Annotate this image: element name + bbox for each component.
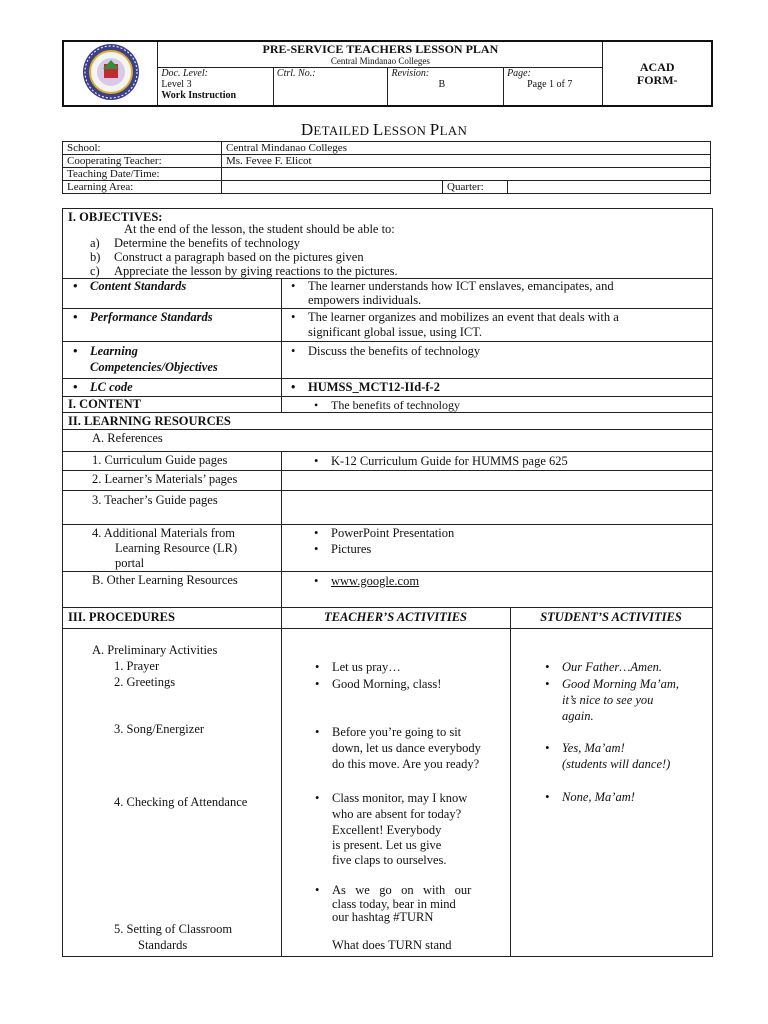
form-code-line2: FORM- (636, 72, 678, 87)
lc-code-value: • HUMSS_MCT12-IId-f-2 (308, 380, 440, 395)
ctrl-label: Ctrl. No.: (276, 68, 316, 79)
quarter-label: Quarter: (443, 181, 508, 194)
curriculum-guide-value: • K-12 Curriculum Guide for HUMMS page 625 (331, 454, 568, 469)
performance-standards-label: • Performance Standards (90, 310, 213, 325)
quarter-value (508, 181, 711, 194)
doc-level-label: Doc. Level: (161, 68, 208, 79)
date-value (222, 168, 711, 181)
teacher-activities-heading: TEACHER’S ACTIVITIES (324, 610, 467, 624)
teacher-song-2: down, let us dance everybody (332, 741, 481, 755)
step-standards: 5. Setting of Classroom (114, 922, 233, 936)
lesson-plan-table (62, 208, 713, 957)
student-pray: • Our Father…Amen. (562, 660, 662, 675)
competencies-label-1: • Learning (90, 344, 138, 359)
objectives-heading: I. OBJECTIVES: (68, 210, 163, 224)
title-cap-l: L (372, 120, 384, 139)
doc-level-value: Level 3 (161, 79, 192, 90)
learners-materials-label: 2. Learner’s Materials’ pages (92, 472, 238, 486)
additional-materials-value-2: • Pictures (331, 542, 371, 557)
competencies-value: • Discuss the benefits of technology (308, 344, 480, 359)
form-code-line1: ACAD (639, 59, 675, 74)
curriculum-guide-row (63, 451, 712, 471)
performance-standards-value-2: significant global issue, using ICT. (308, 325, 483, 339)
step-prayer: 1. Prayer (114, 659, 160, 673)
revision-cell (388, 68, 504, 107)
competencies-row (63, 341, 712, 379)
content-heading: I. CONTENT (68, 397, 141, 411)
teacher-standards-2: class today, bear in mind (332, 897, 456, 911)
step-standards-2: Standards (138, 938, 188, 952)
competencies-label-2: Competencies/Objectives (90, 360, 218, 374)
area-value (222, 181, 443, 194)
additional-materials-label-3: portal (115, 556, 145, 570)
content-standards-value-1: • The learner understands how ICT enslaves, emancipates, and (308, 279, 614, 294)
school-seal-logo (73, 42, 149, 102)
objective-b-letter: b) (90, 250, 101, 264)
teacher-standards-3: our hashtag #TURN (332, 910, 434, 924)
form-code-cell (603, 41, 712, 106)
preliminary-activities: A. Preliminary Activities (92, 643, 218, 657)
header-table (62, 40, 713, 107)
revision-value: B (438, 79, 446, 90)
doc-level-cell (158, 68, 274, 107)
teachers-guide-row (63, 490, 712, 525)
teacher-att-3: Excellent! Everybody (332, 823, 442, 837)
teacher-att-2: who are absent for today? (332, 807, 462, 821)
procedures-heading: III. PROCEDURES (68, 610, 175, 624)
other-resources-link[interactable]: • www.google.com (331, 574, 419, 589)
teacher-att-4: is present. Let us give (332, 838, 442, 852)
title-cell (158, 41, 603, 68)
title-cap-d: D (300, 120, 314, 139)
student-activities-heading: STUDENT’S ACTIVITIES (540, 610, 682, 624)
additional-materials-row (63, 524, 712, 572)
objective-a-letter: a) (90, 236, 100, 250)
lc-code-label: • LC code (90, 380, 133, 395)
form-title: PRE-SERVICE TEACHERS LESSON PLAN (262, 42, 499, 56)
school-label: School: (63, 142, 222, 155)
learning-resources-heading: II. LEARNING RESOURCES (68, 414, 231, 428)
other-resources-row (63, 571, 712, 608)
date-label: Teaching Date/Time: (63, 168, 222, 181)
teacher-att-5: five claps to ourselves. (332, 853, 447, 867)
teacher-standards-4: What does TURN stand (332, 938, 452, 952)
school-info-table (62, 141, 711, 194)
ctrl-cell (273, 68, 388, 107)
student-greet-1: • Good Morning Ma’am, (562, 677, 679, 692)
title-part-esson: ESSON (383, 123, 430, 138)
references-row (63, 429, 712, 452)
coop-value: Ms. Fevee F. Elicot (222, 155, 711, 168)
content-standards-label: • Content Standards (90, 279, 186, 294)
document-title (0, 120, 768, 140)
procedures-col-divider-2 (510, 607, 511, 956)
additional-materials-label-2: Learning Resource (LR) (115, 541, 238, 555)
teacher-greet: • Good Morning, class! (332, 677, 441, 692)
content-standards-value-2: empowers individuals. (308, 293, 422, 307)
additional-materials-value-1: • PowerPoint Presentation (331, 526, 454, 541)
revision-label: Revision: (391, 68, 430, 79)
performance-standards-row (63, 308, 712, 342)
form-school: Central Mindanao Colleges (330, 56, 430, 66)
content-value: • The benefits of technology (331, 398, 460, 413)
student-song-2: (students will dance!) (562, 757, 671, 771)
teacher-standards-1: • As we go on with our (332, 883, 471, 898)
student-greet-2: it’s nice to see you (562, 693, 654, 707)
title-cap-p: P (429, 120, 440, 139)
teacher-att-1: • Class monitor, may I know (332, 791, 467, 806)
school-value: Central Mindanao Colleges (222, 142, 711, 155)
logo-cell (63, 41, 158, 106)
title-part-etailed: ETAILED (313, 123, 373, 138)
page-label: Page: (507, 68, 531, 79)
references-label: A. References (92, 431, 163, 445)
teacher-song-3: do this move. Are you ready? (332, 757, 480, 771)
step-song: 3. Song/Energizer (114, 722, 205, 736)
step-greetings: 2. Greetings (114, 675, 176, 689)
content-standards-row (63, 278, 712, 309)
teachers-guide-label: 3. Teacher’s Guide pages (92, 493, 218, 507)
objectives-intro: At the end of the lesson, the student should be able to: (124, 222, 395, 236)
page-value: Page 1 of 7 (527, 79, 573, 90)
learners-materials-row (63, 470, 712, 491)
coop-label: Cooperating Teacher: (63, 155, 222, 168)
objective-b: Construct a paragraph based on the pictures given (114, 250, 364, 264)
step-attendance: 4. Checking of Attendance (114, 795, 248, 809)
teacher-pray: • Let us pray… (332, 660, 401, 675)
title-part-lan: LAN (439, 123, 468, 138)
student-song-1: • Yes, Ma’am! (562, 741, 625, 756)
procedures-header-row (63, 607, 712, 629)
teacher-song-1: • Before you’re going to sit (332, 725, 461, 740)
content-row (63, 396, 712, 413)
area-label: Learning Area: (63, 181, 222, 194)
learning-resources-row (63, 412, 712, 430)
lc-code-row (63, 378, 712, 397)
objective-c-letter: c) (90, 264, 100, 278)
objective-a: Determine the benefits of technology (114, 236, 301, 250)
performance-standards-value-1: • The learner organizes and mobilizes an event that deals with a (308, 310, 619, 325)
objective-c: Appreciate the lesson by giving reactions to the pictures. (114, 264, 398, 278)
other-resources-label: B. Other Learning Resources (92, 573, 238, 587)
additional-materials-label-1: 4. Additional Materials from (92, 526, 236, 540)
curriculum-guide-label: 1. Curriculum Guide pages (92, 453, 228, 467)
student-attendance: • None, Ma’am! (562, 790, 635, 805)
student-greet-3: again. (562, 709, 594, 723)
page-cell (504, 68, 603, 107)
procedures-col-divider-1 (281, 607, 282, 956)
doc-level-type: Work Instruction (161, 90, 237, 101)
